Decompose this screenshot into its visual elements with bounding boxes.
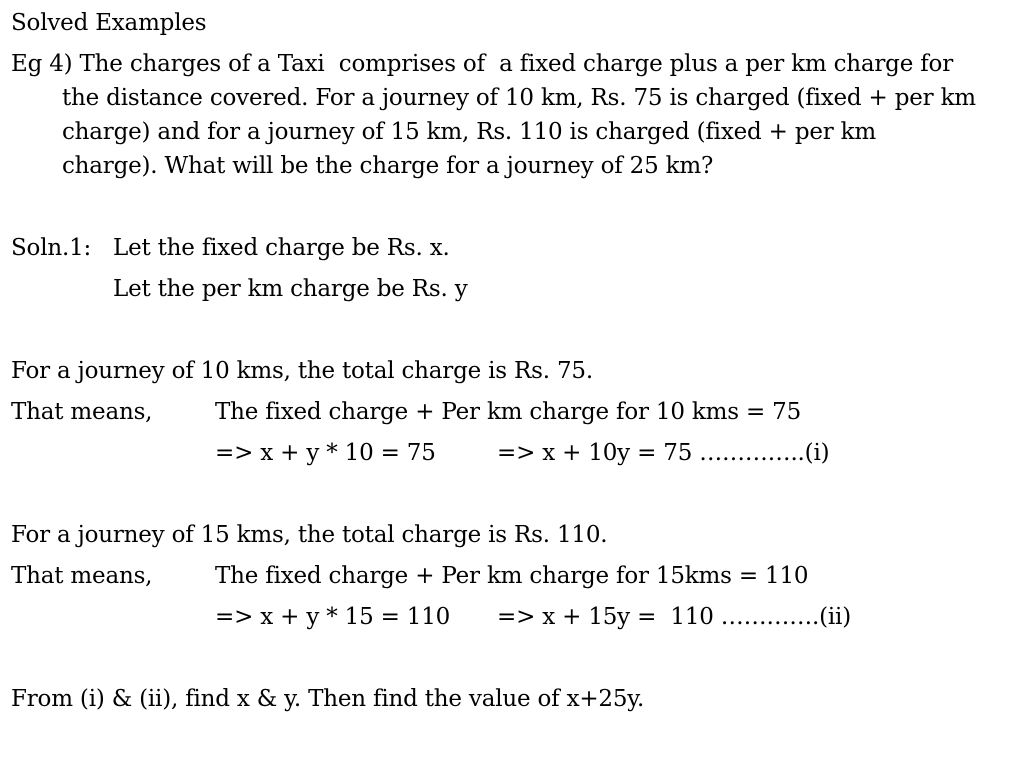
journey2-equation-text: The fixed charge + Per km charge for 15kms = 110 (215, 563, 809, 589)
journey1-eq-step2: => x + 10y = 75 …………..(i) (497, 440, 830, 466)
solution-let-x: Let the fixed charge be Rs. x. (113, 235, 450, 261)
slide-title: Solved Examples (11, 10, 207, 36)
journey2-eq-step1: => x + y * 15 = 110 (215, 604, 451, 630)
journey2-eq-step2: => x + 15y = 110 ………….(ii) (497, 604, 851, 630)
problem-line-2: the distance covered. For a journey of 10 km, Rs. 75 is charged (fixed + per km (62, 85, 976, 111)
journey2-statement: For a journey of 15 kms, the total charge is Rs. 110. (11, 522, 608, 548)
solution-let-y: Let the per km charge be Rs. y (113, 276, 468, 302)
solution-label: Soln.1: (11, 235, 92, 261)
journey1-that-means: That means, (11, 399, 153, 425)
problem-line-3: charge) and for a journey of 15 km, Rs. 110 is charged (fixed + per km (62, 119, 877, 145)
journey1-eq-step1: => x + y * 10 = 75 (215, 440, 436, 466)
conclusion: From (i) & (ii), find x & y. Then find the value of x+25y. (11, 686, 645, 712)
problem-line-4: charge). What will be the charge for a journey of 25 km? (62, 153, 714, 179)
problem-line-1: Eg 4) The charges of a Taxi comprises of a fixed charge plus a per km charge for (11, 51, 953, 77)
journey1-statement: For a journey of 10 kms, the total charge is Rs. 75. (11, 358, 593, 384)
journey1-equation-text: The fixed charge + Per km charge for 10 kms = 75 (215, 399, 802, 425)
journey2-that-means: That means, (11, 563, 153, 589)
